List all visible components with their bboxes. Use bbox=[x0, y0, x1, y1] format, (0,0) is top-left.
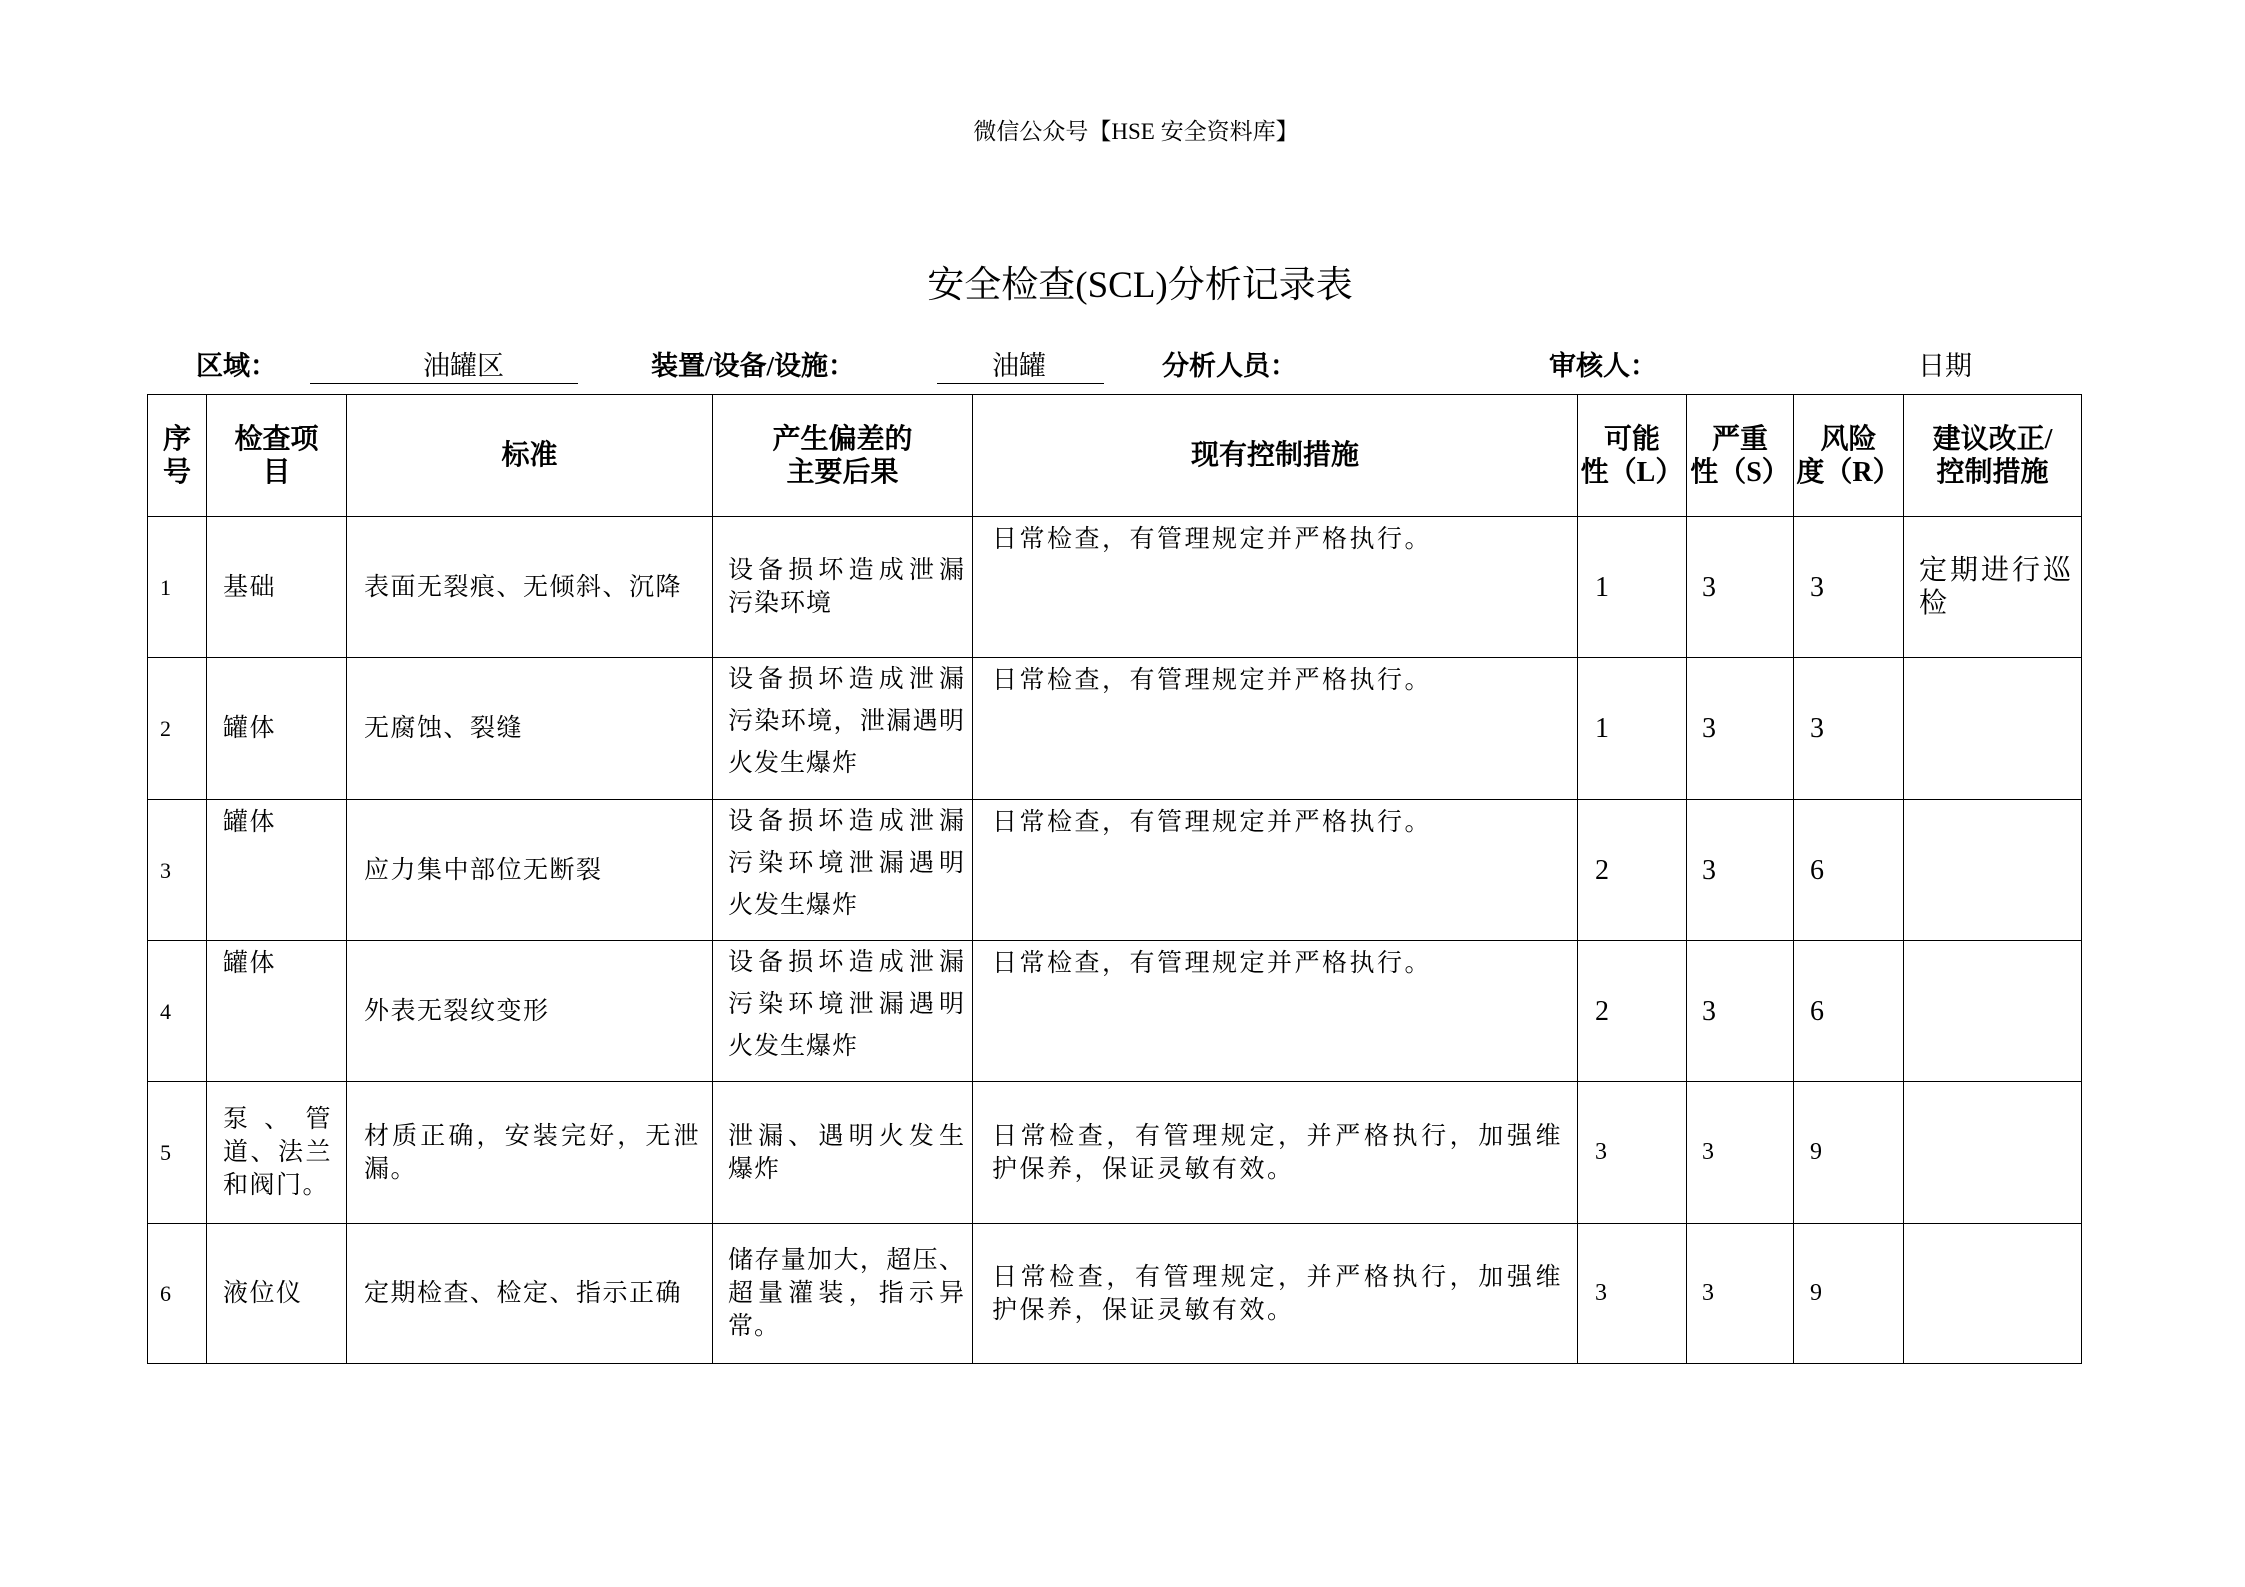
cell-line: 漏。 bbox=[364, 1155, 418, 1183]
header-line: 可能 bbox=[1603, 423, 1660, 455]
cell-consequence bbox=[713, 517, 973, 658]
cell-line: 储存量加大，超压、 bbox=[728, 1247, 965, 1274]
cell-risk bbox=[1794, 941, 1904, 1082]
cell-likelihood bbox=[1578, 1082, 1687, 1224]
cell-line: 2 bbox=[1595, 854, 1609, 886]
cell-line: 日常检查，有管理规定并严格执行。 bbox=[992, 526, 1433, 553]
cell-line: 罐体 bbox=[223, 950, 277, 977]
cell-check-item bbox=[207, 941, 347, 1082]
cell-line: 9 bbox=[1810, 1280, 1822, 1306]
cell-line: 6 bbox=[160, 1281, 171, 1306]
header-line: 检查项 bbox=[234, 423, 319, 455]
cell-likelihood bbox=[1578, 658, 1687, 800]
cell-line: 泵、管 bbox=[223, 1106, 332, 1133]
header-risk bbox=[1794, 395, 1904, 517]
cell-seq bbox=[148, 800, 207, 941]
cell-line: 表面无裂痕、无倾斜、沉降 bbox=[364, 573, 683, 601]
header-line: 产生偏差的 bbox=[772, 423, 913, 455]
cell-line: 罐体 bbox=[223, 715, 277, 742]
table-body bbox=[148, 517, 2082, 1364]
cell-severity bbox=[1687, 658, 1794, 800]
cell-risk bbox=[1794, 800, 1904, 941]
cell-seq bbox=[148, 517, 207, 658]
device-value: 油罐 bbox=[937, 348, 1104, 384]
header-standard bbox=[347, 395, 713, 517]
cell-line: 道、法兰 bbox=[223, 1139, 332, 1166]
area-value: 油罐区 bbox=[310, 348, 578, 384]
header-line: 度（R） bbox=[1796, 456, 1901, 488]
cell-line: 液位仪 bbox=[223, 1280, 303, 1307]
reviewer-label: 审核人： bbox=[1549, 351, 1657, 381]
cell-line: 无腐蚀、裂缝 bbox=[364, 715, 524, 742]
cell-seq bbox=[148, 658, 207, 800]
cell-line: 3 bbox=[1702, 1139, 1714, 1165]
cell-likelihood bbox=[1578, 517, 1687, 658]
cell-line: 基础 bbox=[223, 573, 277, 601]
cell-line: 罐体 bbox=[223, 809, 277, 836]
cell-line: 3 bbox=[1595, 1280, 1607, 1306]
cell-line: 定期进行巡 bbox=[1919, 555, 2071, 586]
cell-controls bbox=[973, 800, 1578, 941]
cell-line: 3 bbox=[1702, 854, 1716, 886]
header-line: 号 bbox=[162, 456, 191, 488]
cell-controls bbox=[973, 941, 1578, 1082]
table-head bbox=[148, 395, 2082, 517]
cell-recommendation bbox=[1904, 941, 2082, 1082]
cell-line: 1 bbox=[1595, 713, 1609, 744]
cell-line: 设备损坏造成泄漏 bbox=[728, 808, 965, 835]
header-seq bbox=[148, 395, 207, 517]
header-line: 现有控制措施 bbox=[1190, 440, 1359, 471]
header-line: 性（L） bbox=[1580, 456, 1684, 488]
cell-line: 2 bbox=[1595, 995, 1609, 1027]
cell-line: 泄漏、遇明火发生 bbox=[728, 1122, 965, 1150]
cell-line: 1 bbox=[1595, 571, 1609, 603]
cell-line: 3 bbox=[1810, 571, 1824, 603]
scl-table bbox=[147, 394, 2082, 1364]
cell-recommendation bbox=[1904, 658, 2082, 800]
header-line: 目 bbox=[262, 456, 291, 488]
cell-line: 日常检查，有管理规定并严格执行。 bbox=[992, 667, 1433, 694]
cell-consequence bbox=[713, 658, 973, 800]
table-row bbox=[148, 517, 2082, 658]
cell-line: 3 bbox=[1810, 713, 1824, 744]
header-consequence bbox=[713, 395, 973, 517]
cell-severity bbox=[1687, 941, 1794, 1082]
cell-line: 3 bbox=[1702, 995, 1716, 1027]
cell-recommendation bbox=[1904, 800, 2082, 941]
cell-standard bbox=[347, 800, 713, 941]
cell-line: 设备损坏造成泄漏 bbox=[728, 557, 965, 584]
device-label: 装置/设备/设施： bbox=[651, 351, 856, 381]
cell-line: 设备损坏造成泄漏 bbox=[728, 949, 965, 976]
header-line: 控制措施 bbox=[1936, 456, 2049, 488]
cell-standard bbox=[347, 517, 713, 658]
cell-line: 和阀门。 bbox=[223, 1172, 330, 1199]
cell-line: 日常检查，有管理规定并严格执行。 bbox=[992, 809, 1433, 836]
cell-severity bbox=[1687, 1224, 1794, 1364]
cell-recommendation bbox=[1904, 517, 2082, 658]
cell-standard bbox=[347, 1224, 713, 1364]
header-controls bbox=[973, 395, 1578, 517]
date-label: 日期 bbox=[1918, 351, 1972, 381]
cell-line: 护保养，保证灵敏有效。 bbox=[992, 1296, 1295, 1324]
header-line: 严重 bbox=[1711, 423, 1768, 455]
cell-line: 超量灌装，指示异 bbox=[728, 1280, 965, 1307]
cell-consequence bbox=[713, 800, 973, 941]
cell-controls bbox=[973, 658, 1578, 800]
cell-risk bbox=[1794, 658, 1904, 800]
cell-severity bbox=[1687, 800, 1794, 941]
cell-line: 污染环境泄漏遇明 bbox=[728, 850, 965, 877]
cell-line: 火发生爆炸 bbox=[728, 1033, 859, 1060]
cell-line: 5 bbox=[160, 1140, 171, 1165]
page-title: 安全检查(SCL)分析记录表 bbox=[927, 265, 1353, 306]
cell-line: 污染环境泄漏遇明 bbox=[728, 991, 965, 1018]
cell-line: 6 bbox=[1810, 854, 1824, 886]
cell-line: 2 bbox=[160, 716, 171, 741]
table-row bbox=[148, 1224, 2082, 1364]
cell-likelihood bbox=[1578, 941, 1687, 1082]
table-header-row bbox=[148, 395, 2082, 517]
cell-seq bbox=[148, 1082, 207, 1224]
cell-seq bbox=[148, 941, 207, 1082]
cell-line: 污染环境，泄漏遇明 bbox=[728, 708, 965, 735]
cell-seq bbox=[148, 1224, 207, 1364]
cell-line: 设备损坏造成泄漏 bbox=[728, 666, 965, 693]
cell-consequence bbox=[713, 941, 973, 1082]
cell-likelihood bbox=[1578, 800, 1687, 941]
header-line: 标准 bbox=[501, 440, 558, 471]
cell-risk bbox=[1794, 1224, 1904, 1364]
watermark-header: 微信公众号【HSE 安全资料库】 bbox=[973, 119, 1299, 144]
cell-controls bbox=[973, 1082, 1578, 1224]
cell-line: 应力集中部位无断裂 bbox=[364, 856, 603, 884]
cell-risk bbox=[1794, 517, 1904, 658]
table-row bbox=[148, 658, 2082, 800]
header-line: 风险 bbox=[1820, 423, 1877, 455]
cell-severity bbox=[1687, 1082, 1794, 1224]
header-check-item bbox=[207, 395, 347, 517]
header-recommendation bbox=[1904, 395, 2082, 517]
area-label: 区域： bbox=[196, 351, 277, 381]
header-severity bbox=[1687, 395, 1794, 517]
header-line: 建议改正/ bbox=[1932, 423, 2053, 455]
cell-line: 爆炸 bbox=[728, 1155, 781, 1183]
cell-check-item bbox=[207, 658, 347, 800]
cell-line: 定期检查、检定、指示正确 bbox=[364, 1280, 683, 1307]
cell-severity bbox=[1687, 517, 1794, 658]
cell-line: 1 bbox=[160, 574, 171, 600]
analyst-label: 分析人员： bbox=[1162, 351, 1297, 381]
cell-check-item bbox=[207, 517, 347, 658]
cell-line: 日常检查，有管理规定并严格执行。 bbox=[992, 950, 1433, 977]
cell-check-item bbox=[207, 1082, 347, 1224]
cell-recommendation bbox=[1904, 1082, 2082, 1224]
cell-standard bbox=[347, 658, 713, 800]
header-line: 性（S） bbox=[1690, 456, 1790, 488]
cell-line: 4 bbox=[160, 998, 171, 1024]
table-row bbox=[148, 800, 2082, 941]
cell-controls bbox=[973, 517, 1578, 658]
cell-check-item bbox=[207, 800, 347, 941]
cell-line: 9 bbox=[1810, 1139, 1822, 1165]
cell-line: 污染环境 bbox=[728, 590, 833, 617]
cell-line: 日常检查，有管理规定，并严格执行，加强维 bbox=[992, 1263, 1563, 1291]
cell-line: 护保养，保证灵敏有效。 bbox=[992, 1155, 1295, 1183]
header-likelihood bbox=[1578, 395, 1687, 517]
cell-line: 火发生爆炸 bbox=[728, 750, 859, 777]
cell-line: 3 bbox=[160, 857, 171, 883]
cell-likelihood bbox=[1578, 1224, 1687, 1364]
cell-line: 3 bbox=[1702, 1280, 1714, 1306]
cell-consequence bbox=[713, 1082, 973, 1224]
cell-line: 3 bbox=[1595, 1139, 1607, 1165]
cell-line: 3 bbox=[1702, 571, 1716, 603]
cell-line: 材质正确，安装完好，无泄 bbox=[364, 1122, 700, 1150]
cell-line: 检 bbox=[1919, 588, 1948, 619]
cell-check-item bbox=[207, 1224, 347, 1364]
cell-standard bbox=[347, 1082, 713, 1224]
cell-line: 常。 bbox=[728, 1313, 781, 1340]
cell-consequence bbox=[713, 1224, 973, 1364]
cell-line: 外表无裂纹变形 bbox=[364, 997, 550, 1025]
table-row bbox=[148, 941, 2082, 1082]
cell-risk bbox=[1794, 1082, 1904, 1224]
table-row bbox=[148, 1082, 2082, 1224]
cell-line: 3 bbox=[1702, 713, 1716, 744]
cell-line: 6 bbox=[1810, 995, 1824, 1027]
cell-controls bbox=[973, 1224, 1578, 1364]
cell-line: 火发生爆炸 bbox=[728, 892, 859, 919]
cell-line: 日常检查，有管理规定，并严格执行，加强维 bbox=[992, 1122, 1563, 1150]
cell-standard bbox=[347, 941, 713, 1082]
cell-recommendation bbox=[1904, 1224, 2082, 1364]
header-line: 主要后果 bbox=[786, 456, 899, 488]
header-line: 序 bbox=[162, 423, 191, 455]
